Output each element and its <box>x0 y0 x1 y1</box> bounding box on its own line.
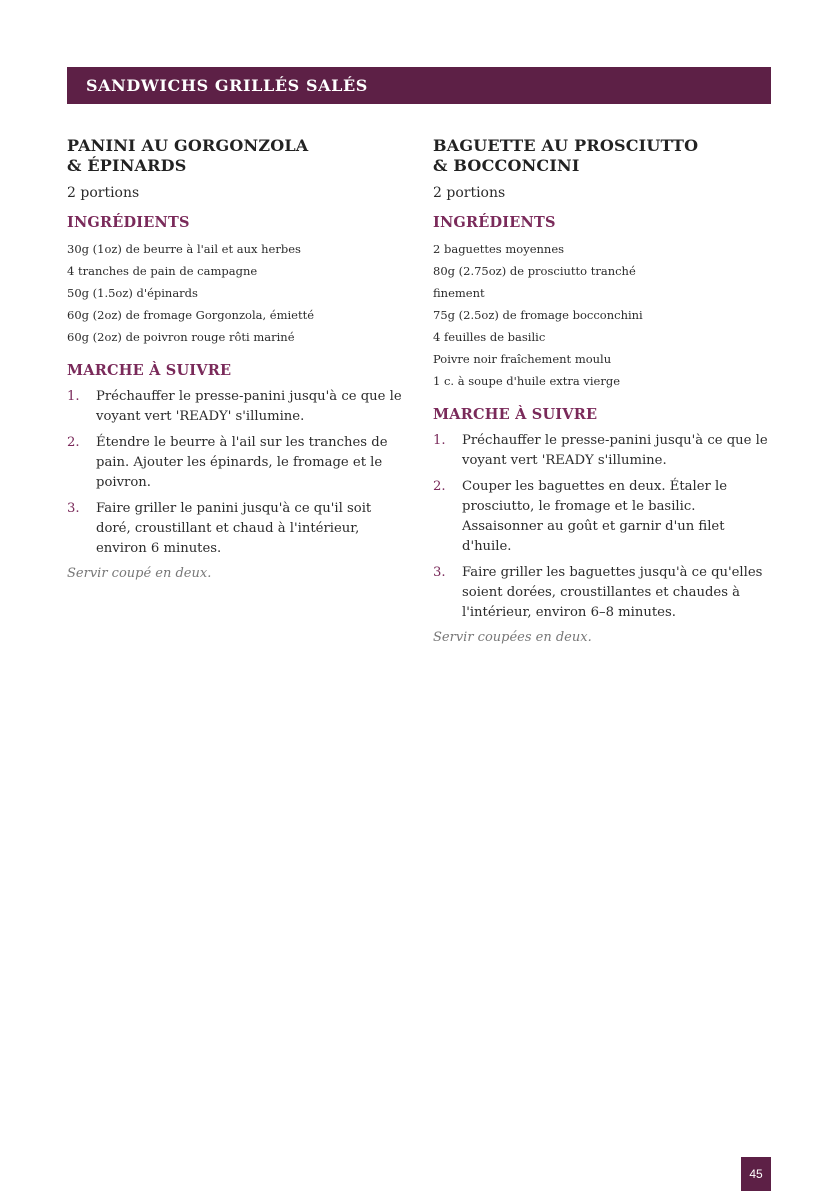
recipe-title-line: PANINI AU GORGONZOLA <box>67 136 309 155</box>
steps-heading: MARCHE À SUIVRE <box>433 406 598 423</box>
section-title: SANDWICHS GRILLÉS SALÉS <box>86 76 368 95</box>
ingredient-item: 60g (2oz) de fromage Gorgonzola, émietté <box>67 308 315 322</box>
step-item <box>67 433 407 493</box>
recipe-title-line: & BOCCONCINI <box>433 156 580 175</box>
ingredients-heading: INGRÉDIENTS <box>67 214 190 231</box>
serving-note: Servir coupées en deux. <box>433 630 592 645</box>
step-item <box>433 563 773 623</box>
recipe-left <box>67 136 407 583</box>
step-text: Faire griller le panini jusqu'à ce qu'il soit doré, croustillant et chaud à l'intérieur, environ 6 minutes. <box>96 501 372 556</box>
ingredients-heading: INGRÉDIENTS <box>433 214 556 231</box>
section-header-bar <box>67 67 771 104</box>
step-item <box>433 477 773 557</box>
ingredient-item: 80g (2.75oz) de prosciutto tranché <box>433 264 636 278</box>
step-number: 3. <box>67 501 80 516</box>
recipe-right <box>433 136 773 647</box>
ingredient-item: 30g (1oz) de beurre à l'ail et aux herbes <box>67 242 301 256</box>
steps-list <box>67 387 407 559</box>
step-item <box>67 387 407 427</box>
ingredient-item: Poivre noir fraîchement moulu <box>433 352 612 366</box>
step-number: 2. <box>433 479 446 494</box>
recipe-title-line: & ÉPINARDS <box>67 156 187 175</box>
step-item <box>433 431 773 471</box>
ingredient-item: 4 tranches de pain de campagne <box>67 264 258 278</box>
steps-heading: MARCHE À SUIVRE <box>67 362 232 379</box>
page-number: 45 <box>741 1157 771 1191</box>
step-number: 1. <box>433 433 446 448</box>
step-text: Étendre le beurre à l'ail sur les tranches de pain. Ajouter les épinards, le fromage et le poivron. <box>96 435 388 490</box>
ingredient-item: 50g (1.5oz) d'épinards <box>67 286 198 300</box>
ingredient-item: 60g (2oz) de poivron rouge rôti mariné <box>67 330 295 344</box>
step-text: Couper les baguettes en deux. Étaler le prosciutto, le fromage et le basilic. Assaisonner au goût et garnir d'un filet d'huile. <box>462 479 728 554</box>
portions: 2 portions <box>67 185 140 201</box>
recipe-title-line: BAGUETTE AU PROSCIUTTO <box>433 136 699 155</box>
recipe-title <box>433 136 773 176</box>
steps-list <box>433 431 773 623</box>
step-number: 3. <box>433 565 446 580</box>
ingredient-item: 75g (2.5oz) de fromage bocconchini <box>433 308 643 322</box>
step-number: 1. <box>67 389 80 404</box>
serving-note: Servir coupé en deux. <box>67 566 212 581</box>
step-item <box>67 499 407 559</box>
step-text: Préchauffer le presse-panini jusqu'à ce que le voyant vert 'READY' s'illumine. <box>96 389 402 424</box>
recipe-title <box>67 136 407 176</box>
ingredient-item: finement <box>433 286 485 300</box>
ingredient-item: 2 baguettes moyennes <box>433 242 565 256</box>
portions: 2 portions <box>433 185 506 201</box>
ingredients-list <box>67 238 407 348</box>
ingredient-item: 1 c. à soupe d'huile extra vierge <box>433 374 621 388</box>
step-text: Préchauffer le presse-panini jusqu'à ce que le voyant vert 'READY s'illumine. <box>462 433 768 468</box>
step-text: Faire griller les baguettes jusqu'à ce qu'elles soient dorées, croustillantes et chaudes à l'intérieur, environ 6–8 minutes. <box>462 565 763 620</box>
ingredient-item: 4 feuilles de basilic <box>433 330 546 344</box>
step-number: 2. <box>67 435 80 450</box>
ingredients-list <box>433 238 773 392</box>
